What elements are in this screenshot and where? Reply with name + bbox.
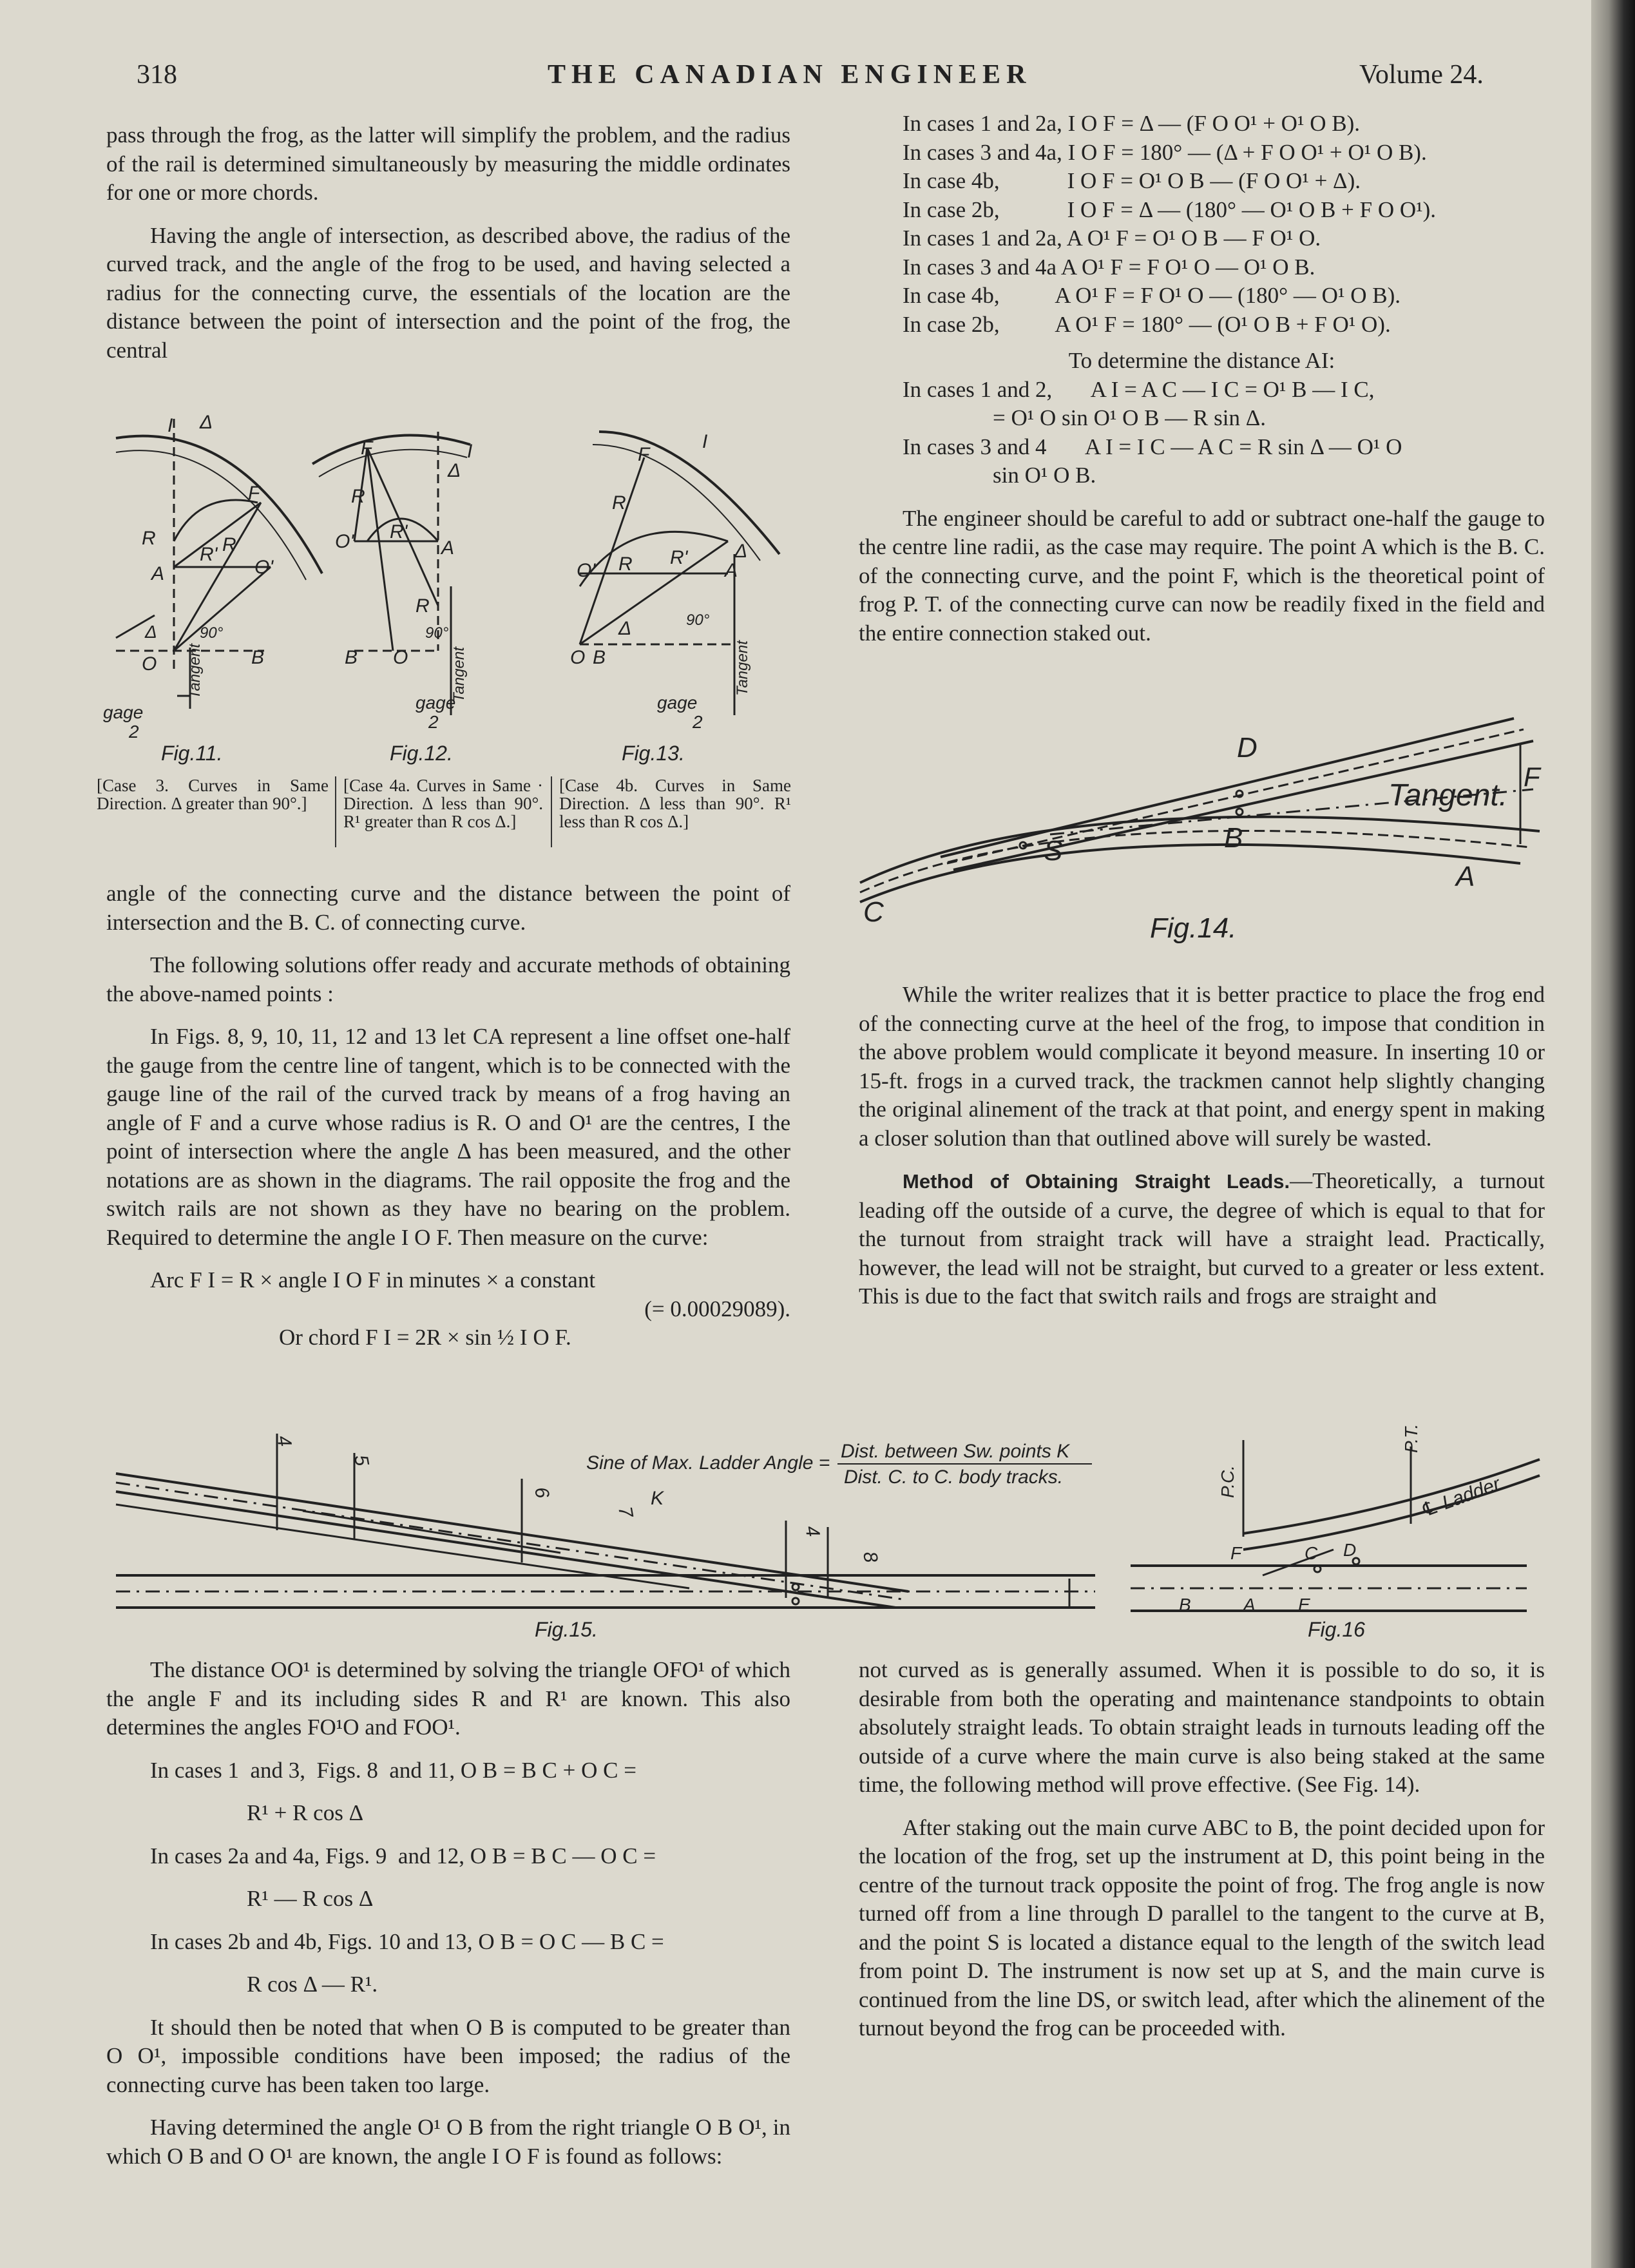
paragraph-text: —Theoretically, a turnout leading off the outside of a curve, the degree of which is equal to that for the turnout from straight track will have a straight lead. Practically, however, the lead will not be straight, but curved to a greater or less extent. This is due to the fact that switch rails and frogs are straight and — [859, 1168, 1545, 1309]
right-column-bottom — [859, 1656, 1545, 2057]
fig-12-text-11: Tangent — [450, 647, 468, 702]
section-heading: Method of Obtaining Straight Leads. — [903, 1170, 1290, 1193]
left-column-bottom — [106, 1656, 790, 2185]
equation: (= 0.00029089). — [644, 1296, 790, 1321]
fig-13-text-4: O' — [577, 560, 596, 581]
fig-14-text-0: D — [1237, 732, 1257, 764]
fig-11-text-11: B — [251, 647, 265, 668]
equation: Or chord F I = 2R × sin ½ I O F. — [279, 1325, 571, 1350]
fig-13-text-8: Δ — [618, 618, 632, 639]
fig-14-text-5: A — [1456, 861, 1475, 892]
fig-12-text-4: O' — [335, 531, 354, 552]
paragraph: While the writer realizes that it is better practice to place the frog end of the connecting curve at the heel of the frog, to impose that condition in the above problem would complicate it beyond measure. In inserting 10 or 15-ft. frogs in a curved track, the trackmen cannot help slightly changing the original alinement of the track at that point, and energy spent in making a closer solution than that outlined above will surely be wasted. — [859, 982, 1545, 1151]
fig-13-label: Fig.13. — [622, 742, 685, 765]
fig-13-text-14: 2 — [693, 712, 703, 732]
fig-15-label: Fig.15. — [535, 1618, 598, 1641]
fig-16-text-0: P.C. — [1218, 1465, 1238, 1498]
paragraph: The engineer should be careful to add or subtract one-half the gauge to the centre line radii, as the case may require. The point A which is the B. C. of the connecting curve, and the point F, which is the theoretical point of frog P. T. of the connecting curve can now be readily fixed in the field and the entire connection staked out. — [859, 505, 1545, 646]
fig-11-text-13: gage — [103, 702, 144, 722]
fig-16-text-5: D — [1343, 1540, 1357, 1560]
fig-16-text-2: ℄ Ladder — [1418, 1473, 1504, 1522]
fig-15-text-5: 8 — [859, 1550, 882, 1564]
left-column-top — [106, 121, 790, 379]
fig-13-text-10: O — [570, 647, 586, 668]
fig-14-text-2: Tangent. — [1388, 778, 1508, 812]
fig-14-text-3: B — [1224, 822, 1243, 854]
equation: In case 2b, I O F = Δ — (180° — O¹ O B + F O O¹). — [903, 197, 1437, 222]
fig-16-label: Fig.16 — [1308, 1618, 1365, 1641]
equation: In cases 1 and 2, A I = A C — I C = O¹ B — I C, — [903, 376, 1375, 402]
equation: In case 2b, A O¹ F = 180° — (O¹ O B + F O¹ O). — [903, 311, 1391, 337]
fig-11-diagram — [103, 412, 322, 765]
fig-12-text-6: A — [441, 537, 455, 559]
fig-14-text-6: C — [863, 896, 884, 928]
running-title: THE CANADIAN ENGINEER — [548, 60, 1032, 90]
paragraph: pass through the frog, as the latter will simplify the problem, and the radius of the rail is determined simultaneously by measuring the middle ordinates for one or more chords. — [106, 122, 790, 205]
fig-11-text-7: A — [151, 563, 165, 584]
fig-12-text-12: gage — [416, 693, 456, 713]
fig-12-diagram — [312, 432, 472, 765]
caption-divider — [335, 776, 336, 847]
equation: In cases 1 and 2a, I O F = Δ — (F O O¹ + O¹ O B). — [903, 111, 1360, 136]
paragraph: Having determined the angle O¹ O B from the right triangle O B O¹, in which O B and O O¹ are known, the angle I O F is found as follows: — [106, 2115, 790, 2169]
paragraph: The following solutions offer ready and accurate methods of obtaining the above-named points : — [106, 952, 790, 1006]
paragraph: angle of the connecting curve and the distance between the point of intersection and the B. C. of connecting curve. — [106, 881, 790, 935]
fig-13-caption: [Case 4b. Curves in Same Direction. Δ less than 90°. R¹ less than R cos Δ.] — [559, 776, 791, 831]
right-column-middle — [859, 981, 1545, 1325]
fig-12-text-3: Δ — [448, 460, 461, 481]
fig-11-text-3: R' — [200, 544, 218, 565]
fig-15-16 — [110, 1414, 1553, 1653]
fig-13-text-13: gage — [657, 693, 698, 713]
fig-13-text-2: I — [702, 431, 708, 452]
caption-divider — [551, 776, 552, 847]
equation: R cos Δ — R¹. — [247, 1972, 378, 1997]
equation: In case 4b, I O F = O¹ O B — (F O O¹ + Δ). — [903, 168, 1361, 193]
equation: In cases 2a and 4a, Figs. 9 and 12, O B = B C — O C = — [150, 1843, 656, 1869]
equation: = O¹ O sin O¹ O B — R sin Δ. — [993, 405, 1266, 430]
fig-14 — [857, 709, 1553, 979]
equation: In cases 3 and 4a, I O F = 180° — (Δ + F O O¹ + O¹ O B). — [903, 139, 1427, 165]
fig-15-text-0: 4 — [272, 1434, 296, 1448]
right-column-top — [859, 110, 1545, 662]
fig-13-text-7: R' — [670, 547, 688, 568]
figures-11-13 — [90, 393, 805, 773]
fig-11-text-10: O — [142, 653, 157, 675]
fig-15-text-3: 7 — [614, 1504, 637, 1519]
fig-14-text-1: F — [1524, 762, 1540, 792]
fig-11-text-5: F — [248, 483, 260, 504]
paragraph — [859, 1167, 1545, 1311]
fig-11-text-0: I — [167, 415, 173, 436]
fig-15-text-6: 4 — [801, 1524, 824, 1539]
paragraph: In Figs. 8, 9, 10, 11, 12 and 13 let CA represent a line offset one-half the gauge from the centre line of tangent, which is to be connected with the gauge line of the rail of the curved track by means of a frog having an angle of F and a curve whose radius is R. O and O¹ are the centres, I the point of intersection where the angle Δ has been measured, and the other notations are as shown in the diagrams. The rail opposite the frog and the switch rails are not shown as they have no bearing on the problem. Required to determine the angle I O F. Then measure on the curve: — [106, 1024, 790, 1250]
fig-15-formula-left: Sine of Max. Ladder Angle = — [586, 1452, 830, 1474]
fig-13-text-11: B — [593, 647, 606, 668]
fig-11-text-1: Δ — [200, 412, 213, 433]
equation: In cases 1 and 2a, A O¹ F = O¹ O B — F O¹ O. — [903, 226, 1321, 251]
fig-12-text-1: R — [351, 486, 365, 507]
fig-11-text-2: R — [142, 528, 156, 549]
fig-15-text-4: K — [651, 1488, 664, 1509]
fig-15-text-1: 5 — [350, 1453, 373, 1468]
fig-14-label: Fig.14. — [1150, 912, 1237, 944]
fig-12-label: Fig.12. — [390, 742, 453, 765]
fig-15-formula-numerator: Dist. between Sw. points K — [841, 1441, 1070, 1462]
fig-14-text-4: S — [1044, 835, 1063, 867]
book-gutter — [1591, 0, 1635, 2268]
fig-16-text-1: P.T. — [1401, 1423, 1421, 1453]
fig-12-text-10: O — [393, 647, 408, 668]
fig-13-text-5: R — [618, 553, 633, 575]
equation: In cases 2b and 4b, Figs. 10 and 13, O B = O C — B C = — [150, 1928, 664, 1954]
fig-12-text-9: B — [345, 647, 358, 668]
fig-13-diagram — [570, 431, 779, 765]
equation: Arc F I = R × angle I O F in minutes × a constant — [150, 1267, 596, 1293]
fig-15-text-2: 6 — [530, 1485, 553, 1500]
equation: In cases 1 and 3, Figs. 8 and 11, O B = B C + O C = — [150, 1757, 636, 1783]
fig-12-text-0: F — [361, 437, 373, 459]
fig-11-text-12: Tangent — [186, 644, 204, 699]
fig-13-text-9: 90° — [686, 611, 710, 629]
equation: sin O¹ O B. — [993, 463, 1096, 488]
fig-16-text-8: E — [1298, 1595, 1310, 1615]
fig-11-text-8: Δ — [145, 622, 157, 642]
fig-12-text-2: I — [467, 441, 473, 462]
fig-16-text-7: A — [1243, 1595, 1256, 1615]
fig-12-text-7: R — [416, 595, 430, 617]
fig-11-text-14: 2 — [129, 722, 139, 742]
fig-11-caption: [Case 3. Curves in Same Direction. Δ greater than 90°.] — [97, 776, 329, 813]
fig-12-text-5: R' — [390, 521, 408, 543]
equation: In case 4b, A O¹ F = F O¹ O — (180° — O¹ O B). — [903, 283, 1401, 308]
paragraph: The distance OO¹ is determined by solving the triangle OFO¹ of which the angle F and its including sides R and R¹ are known. This also determines the angles FO¹O and FOO¹. — [106, 1657, 790, 1740]
fig-13-text-12: Tangent — [734, 640, 751, 696]
fig-12-caption: [Case 4a. Curves in Same · Direction. Δ less than 90°. R¹ greater than R cos Δ.] — [343, 776, 543, 831]
fig-15-formula-denominator: Dist. C. to C. body tracks. — [844, 1466, 1064, 1488]
left-column-middle — [106, 879, 790, 1367]
subheading: To determine the distance AI: — [1068, 348, 1335, 373]
fig-16-text-4: C — [1305, 1543, 1318, 1563]
paragraph: Having the angle of intersection, as described above, the radius of the curved track, and the angle of the frog to be used, and having selected a radius for the connecting curve, the essentials of the location are the distance between the point of intersection and the point of the frog, the central — [106, 222, 790, 363]
page-number: 318 — [137, 60, 177, 90]
fig-13-text-3: Δ — [734, 541, 748, 562]
fig-13-text-1: R — [612, 492, 626, 514]
volume-label: Volume 24. — [1359, 60, 1484, 90]
fig-11-label: Fig.11. — [161, 742, 223, 765]
equation: In cases 3 and 4a A O¹ F = F O¹ O — O¹ O B. — [903, 254, 1315, 280]
equation: R¹ + R cos Δ — [247, 1800, 364, 1825]
fig-11-text-6: O' — [254, 557, 274, 578]
fig-12-text-13: 2 — [428, 712, 439, 732]
fig-13-text-6: A — [725, 560, 738, 581]
fig-11-text-4: R — [222, 534, 236, 555]
paragraph: After staking out the main curve ABC to B, the point decided upon for the location of the frog, set up the instrument at D, this point being in the centre of the turnout track opposite the point of frog. The frog angle is now turned off from a line through D parallel to the tangent to the curve at B, and the point S is located a distance equal to the length of the switch lead from point D. The instrument is now set up at S, and the main curve is continued from the line DS, or switch lead, after which the alinement of the turnout beyond the frog can be proceeded with. — [859, 1814, 1545, 2041]
fig-16-text-3: F — [1230, 1543, 1242, 1563]
fig-16-text-6: B — [1179, 1595, 1191, 1615]
fig-11-text-9: 90° — [200, 624, 224, 642]
fig-13-text-0: F — [638, 444, 650, 465]
paragraph: not curved as is generally assumed. When it is possible to do so, it is desirable from both the operating and maintenance standpoints to obtain absolutely straight leads. To obtain straight leads in turnouts leading off the outside of a curve where the main curve is also being staked at the same time, the following method will prove effective. (See Fig. 14). — [859, 1657, 1545, 1797]
equation: R¹ — R cos Δ — [247, 1886, 374, 1911]
paragraph: It should then be noted that when O B is computed to be greater than O O¹, impossible conditions have been imposed; the radius of the connecting curve has been taken too large. — [106, 2014, 790, 2097]
fig-12-text-8: 90° — [425, 624, 449, 642]
equation: In cases 3 and 4 A I = I C — A C = R sin Δ — O¹ O — [903, 434, 1402, 459]
